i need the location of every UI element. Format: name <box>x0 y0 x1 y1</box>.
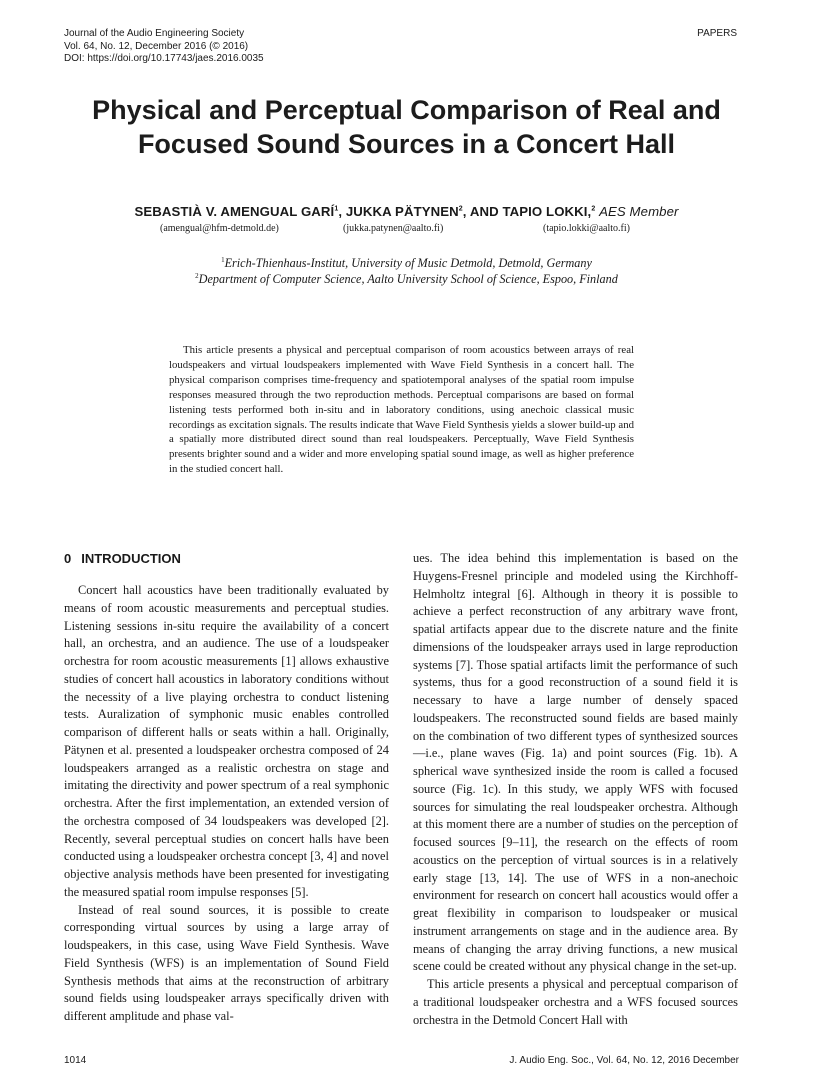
author-3: , AND TAPIO LOKKI, <box>462 204 592 219</box>
body-column-right <box>413 550 738 1029</box>
section-number: 0 <box>64 551 72 566</box>
affiliation-2 <box>0 272 813 287</box>
author-1-affiliation-mark: 1 <box>334 205 339 213</box>
journal-header <box>64 28 264 66</box>
affiliation-1 <box>0 256 813 271</box>
affiliation-1-mark: 1 <box>221 256 225 264</box>
body-paragraph: Concert hall acoustics have been traditionally evaluated by means of room acoustic measurements and perceptual studies. Listening sessions in-situ require the availability of a concert hall, an orchestra, and an audience. The use of a loudspeaker orchestra for room acoustic measurements [1] allows exhaustive studies of concert hall acoustics in laboratory conditions without the necessity of a live playing orchestra to conduct listening tests. Auralization of symphonic music enables controlled comparison of different halls or seats within a hall. Originally, Pätynen et al. presented a loudspeaker orchestra composed of 24 loudspeakers arranged as a realistic orchestra on stage and imitating the directivity and power spectrum of a real symphonic orchestra. After the first implementation, an extended version of the orchestra composed of 34 loudspeakers was developed [2]. Recently, several perceptual studies on concert halls have been conducted using a loudspeaker orchestra concept [3, 4] and novel objective analysis methods have been presented for investigating the measured spatial room impulse responses [5]. <box>64 583 389 899</box>
section-label: PAPERS <box>697 28 737 39</box>
footer-citation: J. Audio Eng. Soc., Vol. 64, No. 12, 2016 December <box>509 1055 739 1066</box>
body-column-left <box>64 582 389 1026</box>
section-title: INTRODUCTION <box>81 551 181 566</box>
paper-title <box>40 93 773 161</box>
aes-member-label: AES Member <box>599 204 679 219</box>
body-paragraph: Instead of real sound sources, it is possible to create corresponding virtual sources by using a large array of loudspeakers, in this case, using Wave Field Synthesis. Wave Field Synthesis (WFS) is an implementation of Sound Field Synthesis methods that aims at the reconstruction of arbitrary sound fields using loudspeaker arrays specifically driven with different amplitude and phase val- <box>64 902 389 1023</box>
author-1: SEBASTIÀ V. AMENGUAL GARÍ <box>134 204 335 219</box>
section-heading <box>64 551 181 566</box>
paper-title-line-1: Physical and Perceptual Comparison of Real and <box>92 95 721 125</box>
journal-doi: DOI: https://doi.org/10.17743/jaes.2016.0035 <box>64 53 264 64</box>
author-2-email: (jukka.patynen@aalto.fi) <box>343 223 444 234</box>
body-paragraph: ues. The idea behind this implementation is based on the Huygens-Fresnel principle and modeled using the Kirchhoff-Helmholtz integral [6]. Although in theory it is possible to achieve a perfect reconstruction of any arbitrary wave front, spatial artifacts appear due to the discrete nature and the finite dimensions of the loudspeaker arrays used in large reproduction systems [7]. Those spatial artifacts limit the performance of such systems, thus for a good reconstruction of a sound field it is necessary to have a large number of densely spaced loudspeakers. The reconstructed sound fields are based mainly on the combination of two different types of synthesized sources—i.e., plane waves (Fig. 1a) and point sources (Fig. 1b). A spherical wave synthesized inside the room is called a focused source (Fig. 1c). In this study, we apply WFS with focused sources for simulating the real loudspeaker orchestra. Although at this moment there are a number of studies on the perception of focused sources [9–11], the research on the effects of room acoustics on the perception of virtual sources is in a relatively early stage [13, 14]. The use of WFS in a non-anechoic environment for research on concert hall acoustics would offer a great flexibility in comparison to loudspeaker or musical instrument arrangements on stage and in the audience area. By means of changing the array driving functions, a new musical scene could be created without any physical change in the set-up. <box>413 551 738 974</box>
journal-volume: Vol. 64, No. 12, December 2016 (© 2016) <box>64 40 249 52</box>
author-2: , JUKKA PÄTYNEN <box>338 204 459 219</box>
page-number: 1014 <box>64 1055 87 1066</box>
author-1-email: (amengual@hfm-detmold.de) <box>160 223 279 234</box>
body-paragraph: This article presents a physical and perceptual comparison of a traditional loudspeaker orchestra and a WFS focused sources orchestra in the Detmold Concert Hall with <box>413 977 738 1027</box>
abstract: This article presents a physical and perceptual comparison of room acoustics between arrays of real loudspeakers and virtual loudspeakers implemented with Wave Field Synthesis in a concert hall. The physical comparison comprises time-frequency and spatiotemporal analyses of the spatial room impulse responses measured through the two reproduction methods. Perceptual comparisons are based on formal listening tests performed both in-situ and in laboratory conditions, using anechoic classical music recordings as excitation signals. The results indicate that Wave Field Synthesis yields a slower build-up and a spatially more distributed direct sound than real loudspeakers. Perceptually, Wave Field Synthesis presents brighter sound and a wider and more enveloping spatial sound image, as well as higher preference in the studied concert hall. <box>169 344 634 476</box>
affiliation-2-text: Department of Computer Science, Aalto University School of Science, Espoo, Finland <box>198 272 618 287</box>
author-list <box>0 204 813 219</box>
author-2-affiliation-mark: 2 <box>458 205 463 213</box>
affiliation-2-mark: 2 <box>195 272 199 280</box>
author-3-email: (tapio.lokki@aalto.fi) <box>543 223 630 234</box>
author-3-affiliation-mark: 2 <box>591 205 596 213</box>
paper-title-line-2: Focused Sound Sources in a Concert Hall <box>137 129 676 159</box>
journal-name: Journal of the Audio Engineering Society <box>64 28 245 39</box>
affiliation-1-text: Erich-Thienhaus-Institut, University of Music Detmold, Detmold, Germany <box>224 256 592 271</box>
